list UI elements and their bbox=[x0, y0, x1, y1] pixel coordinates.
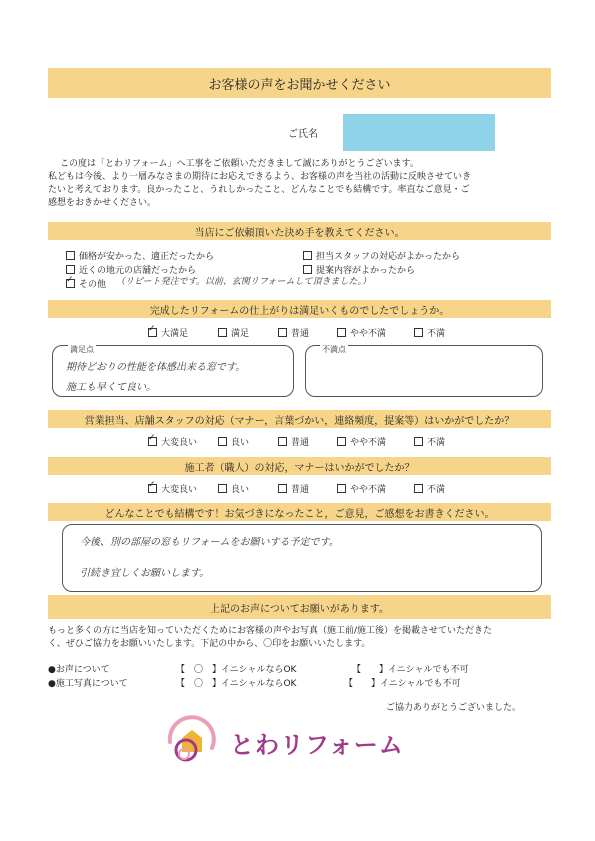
q3-option-good[interactable]: 良い bbox=[218, 435, 249, 448]
checkbox-icon[interactable] bbox=[278, 484, 287, 493]
checkbox-icon[interactable] bbox=[218, 328, 227, 337]
q4-option-normal[interactable]: 普通 bbox=[278, 482, 309, 495]
checkbox-icon[interactable] bbox=[218, 437, 227, 446]
q5-title: どんなことでも結構です！お気づきになったこと，ご意見，ご感想をお書きください。 bbox=[104, 508, 495, 520]
checkbox-icon[interactable] bbox=[66, 265, 75, 274]
q1-option-local-store[interactable]: 近くの地元の店舗だったから bbox=[66, 263, 196, 276]
q3-option-dissatisfied[interactable]: 不満 bbox=[414, 435, 445, 448]
checked-checkbox-icon[interactable] bbox=[66, 279, 75, 288]
q3-title: 営業担当、店舗スタッフの対応（マナー，言葉づかい，連絡頻度，提案等）はいかがでしたか？ bbox=[84, 415, 515, 427]
checkbox-icon[interactable] bbox=[278, 328, 287, 337]
request-bar bbox=[48, 595, 551, 619]
bad-points-label: 不満点 bbox=[322, 345, 346, 354]
voice-ok-option[interactable]: 【 〇 】イニシャルならOK bbox=[176, 665, 297, 675]
q3-option-normal[interactable]: 普通 bbox=[278, 435, 309, 448]
q1-option-price[interactable]: 価格が安かった、適正だったから bbox=[66, 249, 214, 262]
checked-checkbox-icon[interactable] bbox=[148, 484, 157, 493]
q2-option-normal[interactable]: 普通 bbox=[278, 326, 309, 339]
q1-bar bbox=[48, 222, 551, 240]
q4-option-dissatisfied[interactable]: 不満 bbox=[414, 482, 445, 495]
q3-bar bbox=[48, 410, 551, 428]
q4-option-somewhat-dissatisfied[interactable]: やや不満 bbox=[337, 482, 386, 495]
checkbox-icon[interactable] bbox=[303, 265, 312, 274]
checked-checkbox-icon[interactable] bbox=[148, 328, 157, 337]
intro-line-3: たいと考えております。良かったこと、うれしかったこと、どんなことでも結構です。率直なご意見・ご bbox=[48, 185, 470, 195]
intro-line-4: 感想をおきかせください。 bbox=[48, 198, 157, 208]
voice-ng-option[interactable]: 【 】イニシャルでも不可 bbox=[352, 665, 469, 675]
good-points-line-2: 施工も早くて良い。 bbox=[66, 382, 156, 393]
q4-bar bbox=[48, 457, 551, 475]
checkbox-icon[interactable] bbox=[414, 437, 423, 446]
q2-option-satisfied[interactable]: 満足 bbox=[218, 326, 249, 339]
form-title: お客様の声をお聞かせください bbox=[208, 77, 391, 93]
q3-option-very-good[interactable]: ✓大変良い bbox=[148, 435, 197, 448]
checkbox-icon[interactable] bbox=[337, 484, 346, 493]
q1-other-handwriting: （リピート発注です。以前、玄関リフォームして頂きました。） bbox=[116, 277, 371, 287]
q4-option-good[interactable]: 良い bbox=[218, 482, 249, 495]
photo-label: ●施工写真について bbox=[48, 679, 128, 689]
photo-ng-option[interactable]: 【 】イニシャルでも不可 bbox=[344, 679, 461, 689]
request-text-1: もっと多くの方に当店を知っていただくためにお客様の声やお写真（施工前/施工後）を掲載させていただきた bbox=[48, 626, 493, 636]
q3-option-somewhat-dissatisfied[interactable]: やや不満 bbox=[337, 435, 386, 448]
checkbox-icon[interactable] bbox=[337, 437, 346, 446]
q2-title: 完成したリフォームの仕上がりは満足いくものでしたでしょうか。 bbox=[149, 305, 450, 317]
name-label: ご氏名 bbox=[288, 129, 318, 140]
request-title: 上記のお声についてお願いがあります。 bbox=[210, 603, 389, 615]
good-points-line-1: 期待どおりの性能を体感出来る窓です。 bbox=[66, 362, 246, 373]
q2-option-dissatisfied[interactable]: 不満 bbox=[414, 326, 445, 339]
intro-line-2: 私どもは今後、より一層みなさまの期待にお応えできるよう、お客様の声を当社の活動に反映させていき bbox=[48, 172, 472, 182]
thanks-text: ご協力ありがとうございました。 bbox=[386, 703, 522, 713]
comments-line-1: 今後、別の部屋の窓もリフォームをお願いする予定です。 bbox=[80, 537, 339, 548]
logo-text: とわリフォーム bbox=[230, 731, 404, 759]
q1-option-proposal[interactable]: 提案内容がよかったから bbox=[303, 263, 415, 276]
checked-checkbox-icon[interactable] bbox=[148, 437, 157, 446]
request-text-2: く、ぜひご協力をお願いいたします。下記の中から、〇印をお願いいたします。 bbox=[48, 639, 371, 649]
q1-option-other[interactable]: ✓その他 bbox=[66, 277, 106, 290]
q4-option-very-good[interactable]: ✓大変良い bbox=[148, 482, 197, 495]
q1-title: 当店にご依頼頂いた決め手を教えてください。 bbox=[194, 227, 405, 239]
checkbox-icon[interactable] bbox=[218, 484, 227, 493]
q2-option-very-satisfied[interactable]: ✓大満足 bbox=[148, 326, 188, 339]
intro-line-1: この度は「とわリフォーム」へ工事をご依頼いただきまして誠にありがとうございます。 bbox=[60, 159, 419, 169]
voice-label: ●お声について bbox=[48, 665, 110, 675]
good-points-label: 満足点 bbox=[70, 345, 94, 354]
checkbox-icon[interactable] bbox=[66, 251, 75, 260]
q1-option-staff[interactable]: 担当スタッフの対応がよかったから bbox=[303, 249, 460, 262]
checkbox-icon[interactable] bbox=[414, 484, 423, 493]
checkbox-icon[interactable] bbox=[278, 437, 287, 446]
name-field[interactable] bbox=[343, 114, 495, 151]
checkbox-icon[interactable] bbox=[303, 251, 312, 260]
checkbox-icon[interactable] bbox=[414, 328, 423, 337]
form-title-bar bbox=[48, 68, 551, 98]
photo-ok-option[interactable]: 【 〇 】イニシャルならOK bbox=[176, 679, 297, 689]
q5-bar bbox=[48, 503, 551, 521]
q4-title: 施工者（職人）の対応，マナーはいかがでしたか？ bbox=[184, 462, 415, 474]
logo-mark-icon bbox=[160, 712, 220, 772]
q2-bar bbox=[48, 300, 551, 318]
comments-line-2: 引続き宜しくお願いします。 bbox=[80, 568, 210, 579]
q2-option-somewhat-dissatisfied[interactable]: やや不満 bbox=[337, 326, 386, 339]
checkbox-icon[interactable] bbox=[337, 328, 346, 337]
